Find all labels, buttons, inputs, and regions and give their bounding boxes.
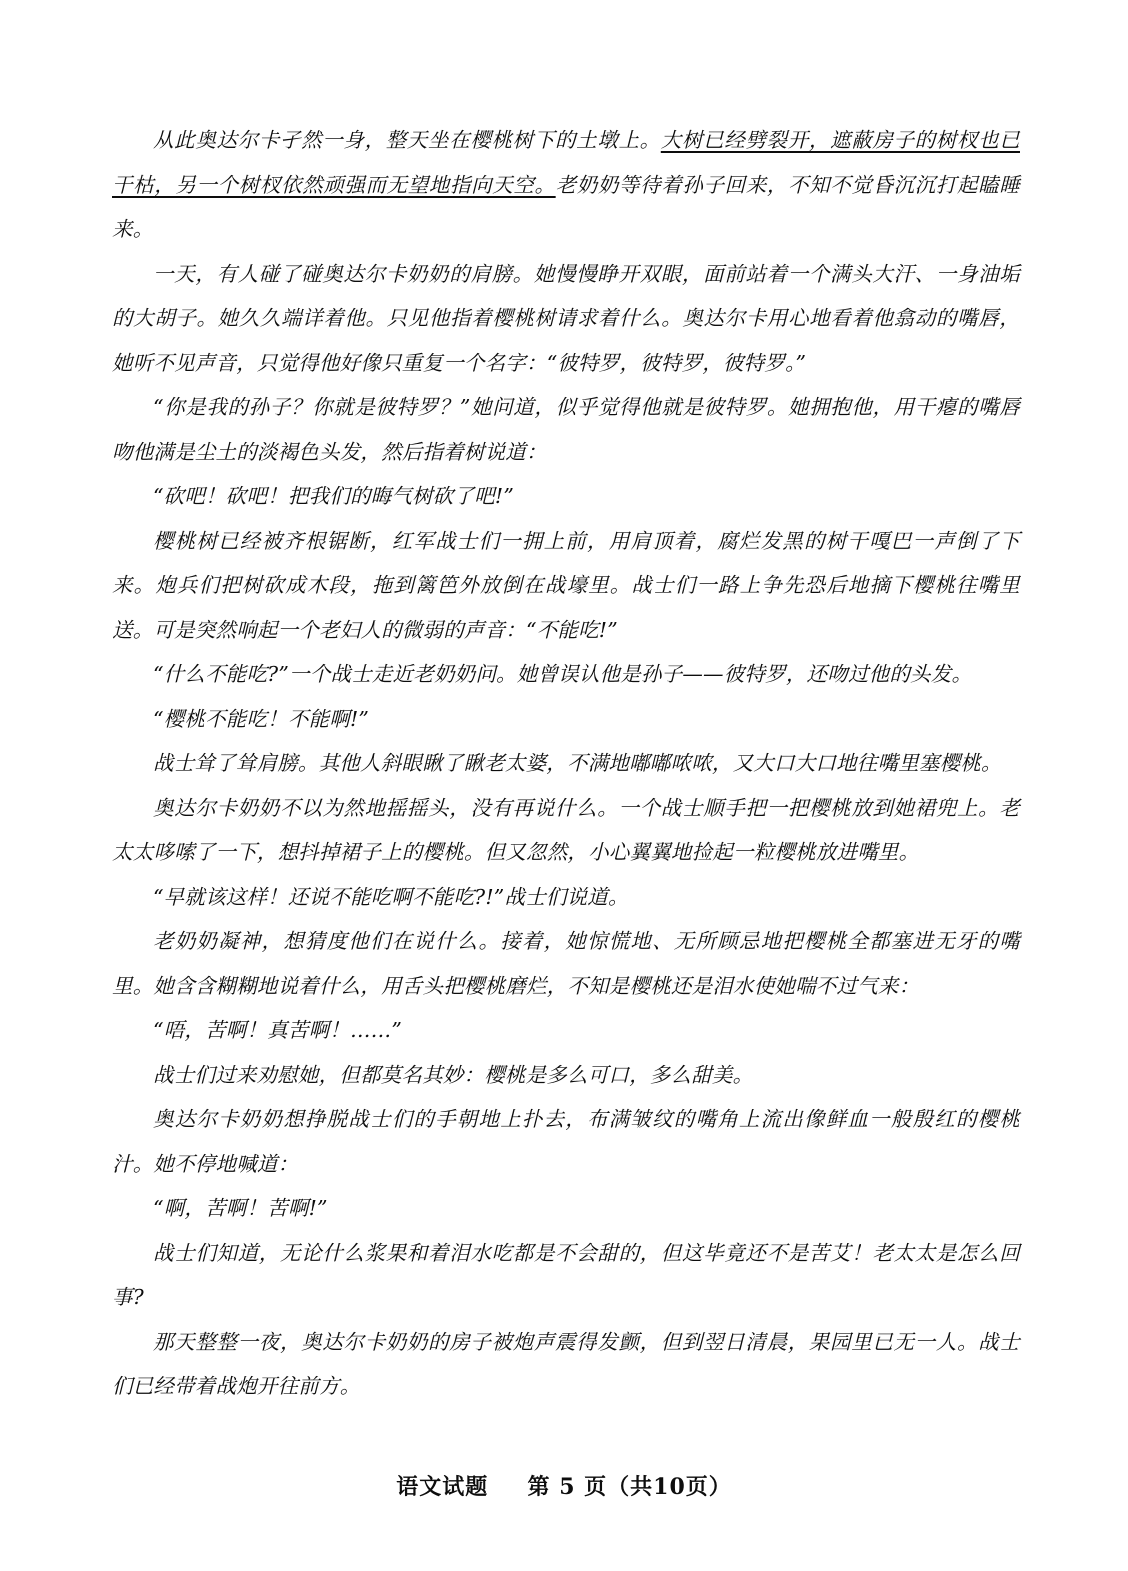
paragraph-text: 奥达尔卡奶奶不以为然地摇摇头，没有再说什么。一个战士顺手把一把樱桃放到她裙兜上。老太太哆嗦了一下，想抖掉裙子上的樱桃。但又忽然，小心翼翼地捡起一粒樱桃放进嘴里。 <box>112 795 1020 864</box>
paragraph-text: 奥达尔卡奶奶想挣脱战士们的手朝地上扑去，布满皱纹的嘴角上流出像鲜血一般殷红的樱桃汁。她不停地喊道： <box>112 1107 1020 1176</box>
page-footer <box>0 1470 1128 1501</box>
paragraph <box>112 875 1020 920</box>
paragraph-text: 战士们知道，无论什么浆果和着泪水吃都是不会甜的，但这毕竟还不是苦艾！老太太是怎么回事? <box>112 1240 1020 1309</box>
footer-subject: 语文试题 <box>396 1474 489 1500</box>
paragraph-text: “啊，苦啊！苦啊!” <box>153 1196 328 1220</box>
paragraph <box>112 519 1020 653</box>
paragraph <box>112 919 1020 1008</box>
paragraph <box>112 1320 1020 1409</box>
paragraph-text: “砍吧！砍吧！把我们的晦气树砍了吧!” <box>153 484 514 508</box>
paragraph <box>112 385 1020 474</box>
paragraph <box>112 1053 1020 1098</box>
paragraph-text: “你是我的孙子？你就是彼特罗？”她问道，似乎觉得他就是彼特罗。她拥抱他，用干瘪的嘴唇吻他满是尘土的淡褐色头发，然后指着树说道： <box>112 395 1020 464</box>
paragraph <box>112 741 1020 786</box>
paragraph-text: “樱桃不能吃！不能啊!” <box>153 706 370 731</box>
paragraph-text: 老奶奶等待着孙子回来，不知不觉昏沉沉打起瞌睡来。 <box>112 172 1020 241</box>
paragraph <box>112 786 1020 875</box>
paragraph-text: 一天，有人碰了碰奥达尔卡奶奶的肩膀。她慢慢睁开双眼，面前站着一个满头大汗、一身油垢的大胡子。她久久端详着他。只见他指着樱桃树请求着什么。奥达尔卡用心地看着他翕动的嘴唇，她听不见声音，只觉得他好像只重复一个名字：“彼特罗，彼特罗，彼特罗。” <box>112 261 1020 375</box>
paragraph-text: 那天整整一夜，奥达尔卡奶奶的房子被炮声震得发颤，但到翌日清晨，果园里已无一人。战士们已经带着战炮开往前方。 <box>112 1329 1020 1398</box>
paragraph-text: 战士耸了耸肩膀。其他人斜眼瞅了瞅老太婆，不满地嘟嘟哝哝，又大口大口地往嘴里塞樱桃。 <box>153 751 1002 775</box>
paragraph-text: “唔，苦啊！真苦啊！……” <box>153 1018 403 1042</box>
document-body <box>112 118 1020 1409</box>
paragraph <box>112 118 1020 252</box>
paragraph <box>112 474 1020 519</box>
paragraph-text: 战士们过来劝慰她，但都莫名其妙：樱桃是多么可口，多么甜美。 <box>153 1062 754 1087</box>
paragraph-text: 从此奥达尔卡孑然一身，整天坐在樱桃树下的土墩上。 <box>153 128 661 152</box>
paragraph-text: “早就该这样！还说不能吃啊不能吃?!”战士们说道。 <box>153 884 629 909</box>
paragraph <box>112 1231 1020 1320</box>
paragraph-text: 樱桃树已经被齐根锯断，红军战士们一拥上前，用肩顶着，腐烂发黑的树干嘎巴一声倒了下来。炮兵们把树砍成木段，拖到篱笆外放倒在战壕里。战士们一路上争先恐后地摘下樱桃往嘴里送。可是突然响起一个老妇人的微弱的声音：“不能吃!” <box>112 528 1020 642</box>
paragraph <box>112 1008 1020 1053</box>
paragraph <box>112 697 1020 742</box>
paragraph <box>112 1186 1020 1231</box>
paragraph <box>112 252 1020 386</box>
paragraph-text: 老奶奶凝神，想猜度他们在说什么。接着，她惊慌地、无所顾忌地把樱桃全都塞进无牙的嘴里。她含含糊糊地说着什么，用舌头把樱桃磨烂，不知是樱桃还是泪水使她喘不过气来： <box>112 929 1020 998</box>
underlined-text: 大树已经劈裂开，遮蔽房子的树杈也已干枯，另一个树杈依然顽强而无望地指向天空。 <box>112 128 1020 197</box>
paragraph <box>112 1097 1020 1186</box>
paragraph-text: “什么不能吃?”一个战士走近老奶奶问。她曾误认他是孙子——彼特罗，还吻过他的头发。 <box>153 662 973 686</box>
paragraph <box>112 652 1020 697</box>
footer-page-number: 第 5 页（共10页） <box>527 1474 732 1500</box>
